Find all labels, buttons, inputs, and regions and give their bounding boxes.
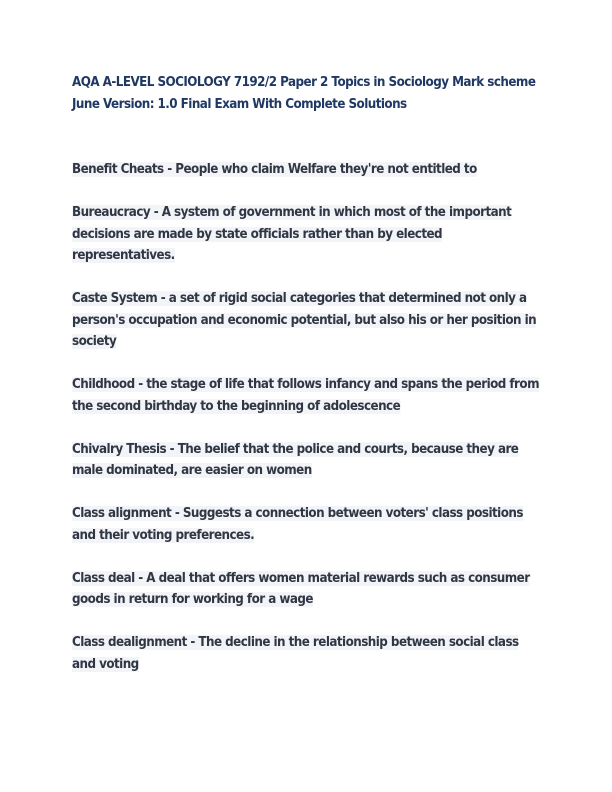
glossary-entry-childhood bbox=[72, 374, 541, 417]
glossary-entry-text: Benefit Cheats - People who claim Welfare they're not entitled to bbox=[72, 162, 477, 177]
glossary-entry-text: Class dealignment - The decline in the relationship between social class and voting bbox=[72, 635, 519, 672]
glossary-entry-benefit-cheats bbox=[72, 159, 541, 181]
glossary-entry-class-alignment bbox=[72, 503, 541, 546]
glossary-entry-text: Class deal - A deal that offers women material rewards such as consumer goods in return for working for a wage bbox=[72, 570, 530, 607]
glossary-list bbox=[72, 159, 542, 675]
glossary-entry-chivalry-thesis bbox=[72, 439, 541, 482]
glossary-entry-text: Childhood - the stage of life that follows infancy and spans the period from the second birthday to the beginning of adolescence bbox=[72, 377, 539, 414]
glossary-entry-bureaucracy bbox=[72, 202, 541, 267]
glossary-entry-text: Chivalry Thesis - The belief that the police and courts, because they are male dominated, are easier on women bbox=[72, 441, 519, 478]
glossary-entry-text: Class alignment - Suggests a connection between voters' class positions and their voting preferences. bbox=[72, 506, 523, 543]
document-title: AQA A-LEVEL SOCIOLOGY 7192/2 Paper 2 Topics in Sociology Mark scheme June Version: 1.0 Final Exam With Complete Solutions bbox=[72, 75, 536, 112]
glossary-entry-text: Caste System - a set of rigid social categories that determined not only a person's occupation and economic potential, but also his or her position in society bbox=[72, 291, 537, 349]
glossary-entry-text: Bureaucracy - A system of government in which most of the important decisions are made by state officials rather than by elected representatives. bbox=[72, 205, 512, 263]
glossary-entry-caste-system bbox=[72, 288, 541, 353]
glossary-entry-class-dealignment bbox=[72, 632, 541, 675]
document-page bbox=[72, 72, 542, 697]
glossary-entry-class-deal bbox=[72, 568, 541, 611]
